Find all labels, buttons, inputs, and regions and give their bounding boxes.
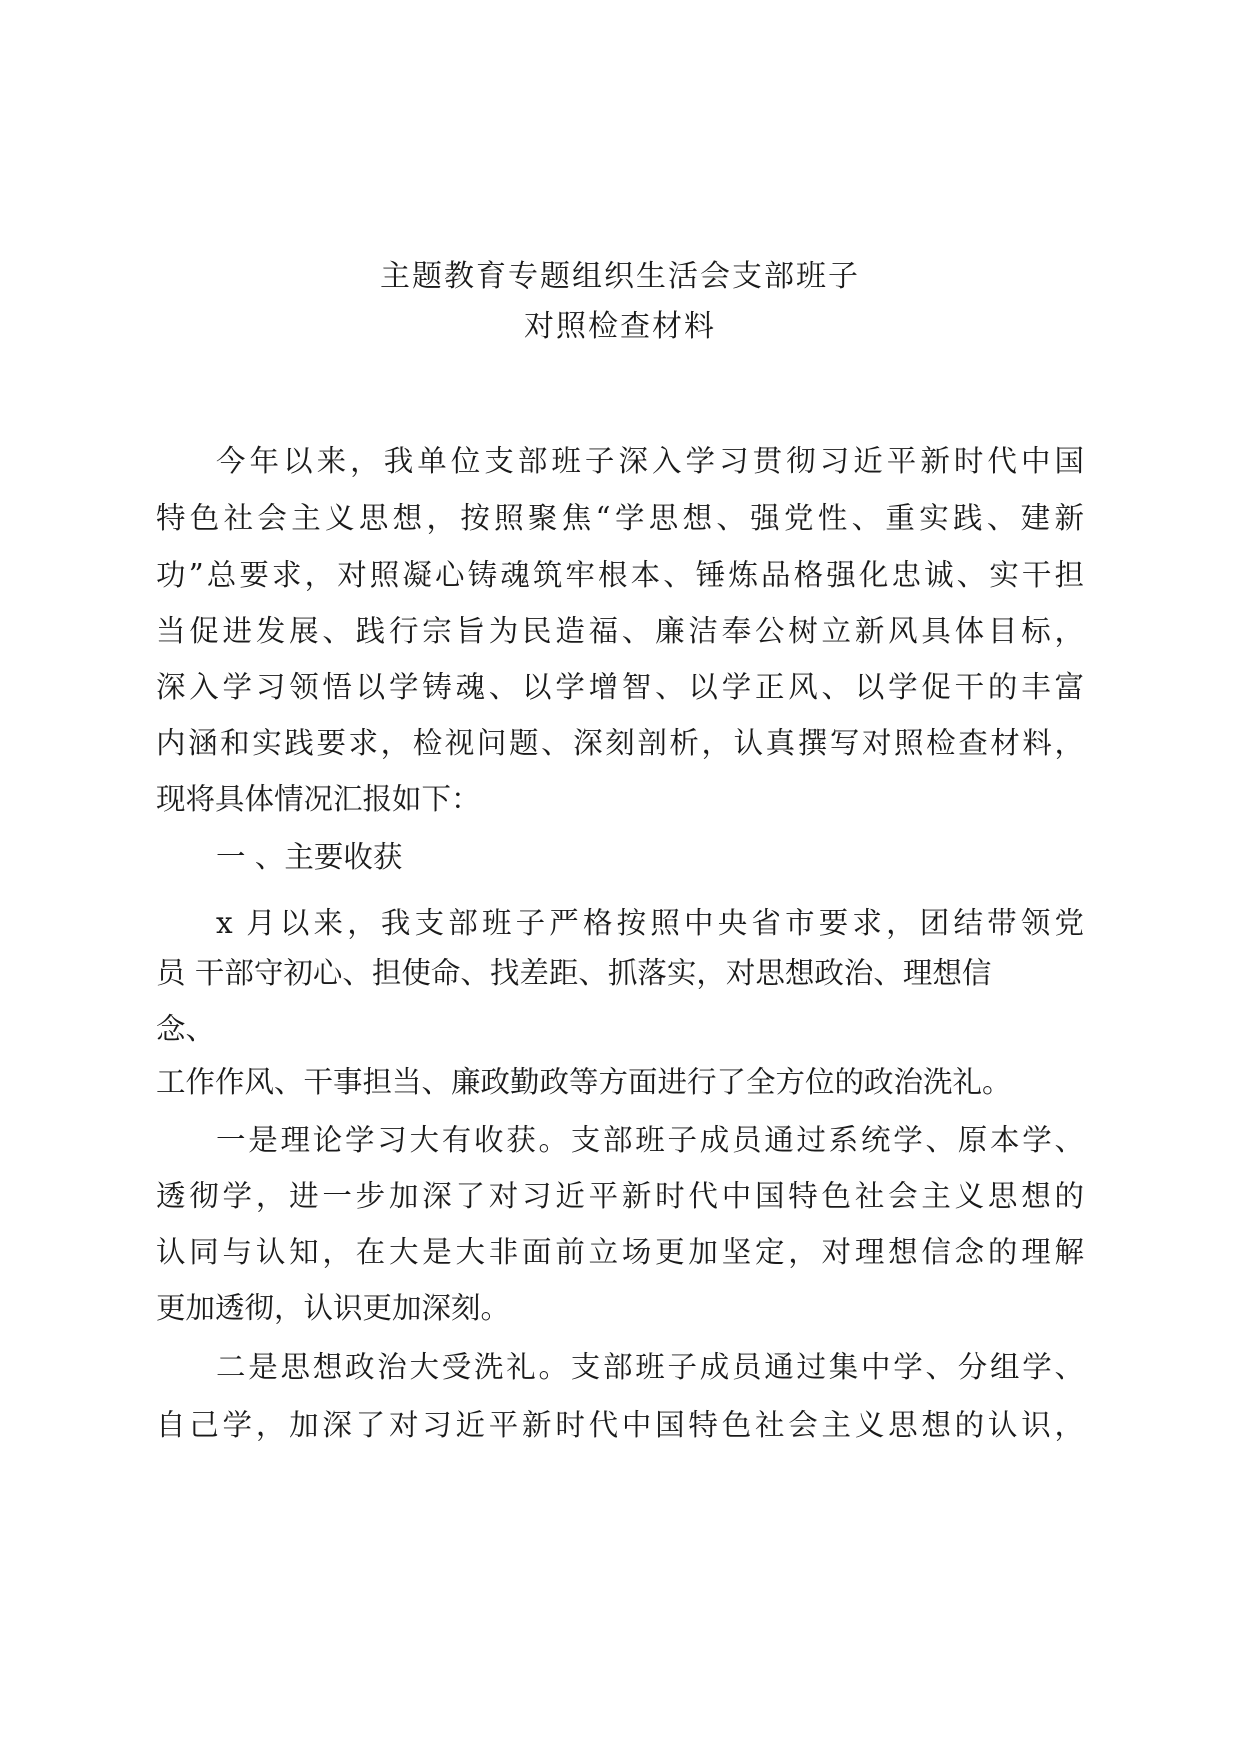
body-line: 特色社会主义思想，按照聚焦“学思想、强党性、重实践、建新	[156, 501, 1084, 535]
body-line: 认同与认知，在大是大非面前立场更加坚定，对理想信念的理解	[156, 1235, 1084, 1269]
body-line: x 月以来，我支部班子严格按照中央省市要求，团结带领党	[216, 906, 1084, 940]
body-line: 更加透彻，认识更加深刻。	[156, 1291, 511, 1325]
body-line: 二是思想政治大受洗礼。支部班子成员通过集中学、分组学、	[216, 1350, 1084, 1384]
body-line: 员 干部守初心、担使命、找差距、抓落实，对思想政治、理想信	[156, 956, 992, 990]
body-line: 当促进发展、践行宗旨为民造福、廉洁奉公树立新风具体目标，	[156, 614, 1084, 648]
document-title-line-1: 主题教育专题组织生活会支部班子	[380, 259, 860, 294]
body-line: 今年以来，我单位支部班子深入学习贯彻习近平新时代中国	[216, 444, 1084, 478]
body-line: 内涵和实践要求，检视问题、深刻剖析，认真撰写对照检查材料，	[156, 726, 1084, 760]
section-heading: 一 、主要收获	[216, 840, 403, 874]
body-line: 自己学，加深了对习近平新时代中国特色社会主义思想的认识，	[156, 1408, 1084, 1442]
body-line: 现将具体情况汇报如下：	[156, 782, 481, 816]
body-line: 一是理论学习大有收获。支部班子成员通过系统学、原本学、	[216, 1123, 1084, 1157]
body-line: 透彻学，进一步加深了对习近平新时代中国特色社会主义思想的	[156, 1179, 1084, 1213]
body-line: 深入学习领悟以学铸魂、以学增智、以学正风、以学促干的丰富	[156, 670, 1084, 704]
body-line: 工作作风、干事担当、廉政勤政等方面进行了全方位的政治洗礼。	[156, 1065, 1012, 1099]
body-line: 念、	[156, 1012, 216, 1046]
document-title-line-2: 对照检查材料	[524, 309, 716, 344]
body-line: 功”总要求，对照凝心铸魂筑牢根本、锤炼品格强化忠诚、实干担	[156, 558, 1084, 592]
